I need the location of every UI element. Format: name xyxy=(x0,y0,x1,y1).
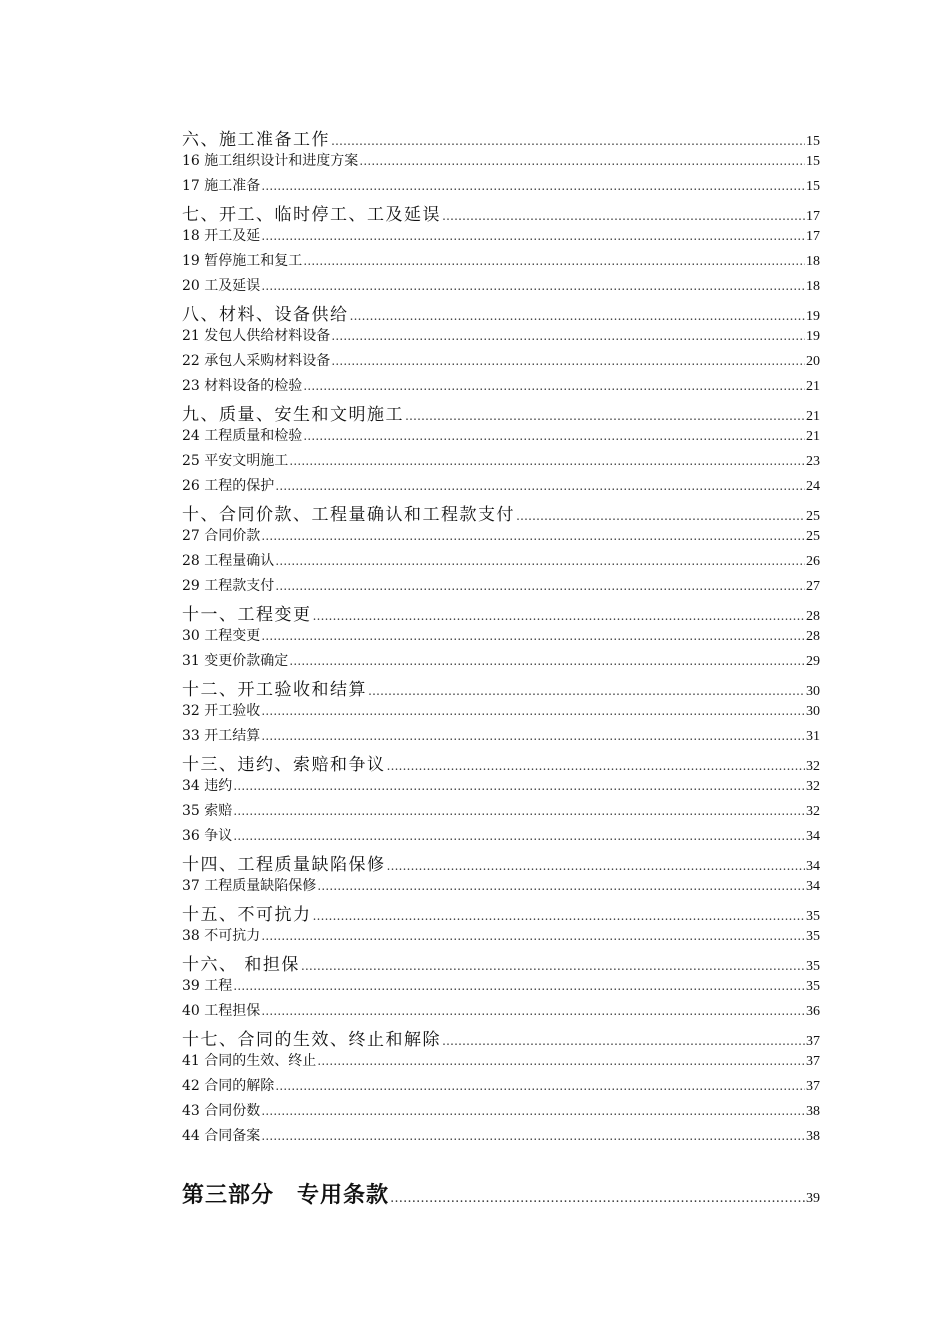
toc-entry-title: 25 平安文明施工 xyxy=(182,453,289,469)
toc-entry-title: 十三、违约、索赔和争议 xyxy=(182,755,386,775)
toc-section-entry[interactable] xyxy=(182,400,820,425)
toc-entry-page-number: 25 xyxy=(806,529,820,544)
dot-leader xyxy=(303,254,805,268)
toc-entry-title: 41 合同的生效、终止 xyxy=(182,1053,317,1069)
toc-entry-page-number: 30 xyxy=(806,684,820,699)
dot-leader xyxy=(390,1191,805,1206)
part-title: 第三部分 专用条款 xyxy=(182,1182,390,1208)
toc-entry-title: 七、开工、临时停工、工及延误 xyxy=(182,205,441,225)
toc-subsection-entry[interactable] xyxy=(182,925,820,950)
toc-subsection-entry[interactable] xyxy=(182,425,820,450)
toc-subsection-entry[interactable] xyxy=(182,1100,820,1125)
toc-section-entry[interactable] xyxy=(182,675,820,700)
dot-leader xyxy=(261,929,805,943)
dot-leader xyxy=(275,479,805,493)
toc-entry-page-number: 35 xyxy=(806,909,820,924)
dot-leader xyxy=(233,779,805,793)
dot-leader xyxy=(261,729,805,743)
toc-entry-page-number: 23 xyxy=(806,454,820,469)
toc-entry-title: 十四、工程质量缺陷保修 xyxy=(182,855,386,875)
dot-leader xyxy=(331,134,805,148)
toc-subsection-entry[interactable] xyxy=(182,625,820,650)
toc-entry-title: 19 暂停施工和复工 xyxy=(182,253,303,269)
toc-entry-page-number: 17 xyxy=(806,209,820,224)
toc-entry-title: 十一、工程变更 xyxy=(182,605,312,625)
dot-leader xyxy=(261,1104,805,1118)
dot-leader xyxy=(261,629,805,643)
dot-leader xyxy=(261,179,805,193)
toc-entry-page-number: 29 xyxy=(806,654,820,669)
dot-leader xyxy=(516,509,805,523)
toc-subsection-entry[interactable] xyxy=(182,825,820,850)
toc-entry-title: 24 工程质量和检验 xyxy=(182,428,303,444)
toc-entry-page-number: 37 xyxy=(806,1034,820,1049)
toc-entry-page-number: 15 xyxy=(806,154,820,169)
toc-entry-title: 32 开工验收 xyxy=(182,703,261,719)
toc-part-entry[interactable] xyxy=(182,1178,820,1212)
toc-entry-title: 18 开工及延 xyxy=(182,228,261,244)
toc-subsection-entry[interactable] xyxy=(182,650,820,675)
part-page-number: 39 xyxy=(806,1191,820,1206)
toc-entry-title: 38 不可抗力 xyxy=(182,928,261,944)
toc-section-entry[interactable] xyxy=(182,850,820,875)
toc-section-entry[interactable] xyxy=(182,500,820,525)
toc-entry-title: 42 合同的解除 xyxy=(182,1078,275,1094)
toc-entry-page-number: 35 xyxy=(806,979,820,994)
toc-entry-title: 30 工程变更 xyxy=(182,628,261,644)
dot-leader xyxy=(350,309,806,323)
toc-entry-page-number: 21 xyxy=(806,409,820,424)
toc-entry-page-number: 34 xyxy=(806,879,820,894)
toc-subsection-entry[interactable] xyxy=(182,275,820,300)
dot-leader xyxy=(368,684,805,698)
toc-entry-title: 20 工及延误 xyxy=(182,278,261,294)
dot-leader xyxy=(317,879,805,893)
dot-leader xyxy=(233,829,805,843)
toc-entry-page-number: 37 xyxy=(806,1079,820,1094)
toc-subsection-entry[interactable] xyxy=(182,725,820,750)
toc-entry-title: 27 合同价款 xyxy=(182,528,261,544)
toc-entry-title: 22 承包人采购材料设备 xyxy=(182,353,331,369)
dot-leader xyxy=(387,759,806,773)
toc-entry-page-number: 21 xyxy=(806,379,820,394)
toc-section-entry[interactable] xyxy=(182,125,820,150)
toc-entry-page-number: 19 xyxy=(806,309,820,324)
toc-entry-title: 31 变更价款确定 xyxy=(182,653,289,669)
toc-entry-title: 16 施工组织设计和进度方案 xyxy=(182,153,359,169)
toc-subsection-entry[interactable] xyxy=(182,175,820,200)
dot-leader xyxy=(331,329,805,343)
toc-entry-page-number: 32 xyxy=(806,779,820,794)
dot-leader xyxy=(359,154,805,168)
toc-entry-title: 40 工程担保 xyxy=(182,1003,261,1019)
dot-leader xyxy=(275,579,805,593)
dot-leader xyxy=(261,1129,805,1143)
dot-leader xyxy=(289,454,805,468)
dot-leader xyxy=(233,804,805,818)
dot-leader xyxy=(303,429,805,443)
toc-entry-page-number: 34 xyxy=(806,859,820,874)
dot-leader xyxy=(313,609,806,623)
toc-subsection-entry[interactable] xyxy=(182,1075,820,1100)
toc-section-entry[interactable] xyxy=(182,1025,820,1050)
dot-leader xyxy=(313,909,806,923)
toc-entry-title: 21 发包人供给材料设备 xyxy=(182,328,331,344)
toc-section-entry[interactable] xyxy=(182,300,820,325)
toc-subsection-entry[interactable] xyxy=(182,225,820,250)
toc-entry-title: 35 索赔 xyxy=(182,803,233,819)
dot-leader xyxy=(261,704,805,718)
toc-entry-title: 17 施工准备 xyxy=(182,178,261,194)
toc-entry-page-number: 19 xyxy=(806,329,820,344)
toc-entry-page-number: 28 xyxy=(806,609,820,624)
toc-entry-title: 十五、不可抗力 xyxy=(182,905,312,925)
dot-leader xyxy=(275,554,805,568)
toc-entry-title: 28 工程量确认 xyxy=(182,553,275,569)
toc-subsection-entry[interactable] xyxy=(182,250,820,275)
dot-leader xyxy=(303,379,805,393)
toc-subsection-entry[interactable] xyxy=(182,700,820,725)
toc-entry-title: 十、合同价款、工程量确认和工程款支付 xyxy=(182,505,515,525)
toc-entry-page-number: 28 xyxy=(806,629,820,644)
toc-entry-page-number: 30 xyxy=(806,704,820,719)
toc-entry-title: 八、材料、设备供给 xyxy=(182,305,349,325)
toc-entry-page-number: 25 xyxy=(806,509,820,524)
dot-leader xyxy=(261,529,805,543)
toc-subsection-entry[interactable] xyxy=(182,150,820,175)
toc-subsection-entry[interactable] xyxy=(182,1125,820,1150)
dot-leader xyxy=(331,354,805,368)
dot-leader xyxy=(275,1079,805,1093)
toc-entry-page-number: 36 xyxy=(806,1004,820,1019)
toc-entry-page-number: 34 xyxy=(806,829,820,844)
dot-leader xyxy=(442,209,805,223)
toc-entry-title: 36 争议 xyxy=(182,828,233,844)
toc-entry-page-number: 24 xyxy=(806,479,820,494)
toc-entry-title: 23 材料设备的检验 xyxy=(182,378,303,394)
toc-subsection-entry[interactable] xyxy=(182,525,820,550)
toc-entry-page-number: 18 xyxy=(806,279,820,294)
toc-entry-page-number: 38 xyxy=(806,1104,820,1119)
toc-entry-page-number: 18 xyxy=(806,254,820,269)
dot-leader xyxy=(405,409,805,423)
toc-entry-title: 26 工程的保护 xyxy=(182,478,275,494)
toc-entry-title: 44 合同备案 xyxy=(182,1128,261,1144)
part-heading xyxy=(182,1178,820,1212)
toc-subsection-entry[interactable] xyxy=(182,1050,820,1075)
toc-entry-page-number: 26 xyxy=(806,554,820,569)
toc-entry-page-number: 17 xyxy=(806,229,820,244)
toc-entry-title: 十六、 和担保 xyxy=(182,955,300,975)
toc-entry-title: 六、施工准备工作 xyxy=(182,130,330,150)
toc-subsection-entry[interactable] xyxy=(182,450,820,475)
toc-entry-page-number: 15 xyxy=(806,179,820,194)
toc-subsection-entry[interactable] xyxy=(182,975,820,1000)
toc-subsection-entry[interactable] xyxy=(182,575,820,600)
toc-subsection-entry[interactable] xyxy=(182,475,820,500)
toc-subsection-entry[interactable] xyxy=(182,875,820,900)
toc-entry-title: 33 开工结算 xyxy=(182,728,261,744)
toc-subsection-entry[interactable] xyxy=(182,325,820,350)
toc-entry-page-number: 32 xyxy=(806,804,820,819)
dot-leader xyxy=(261,279,805,293)
toc-subsection-entry[interactable] xyxy=(182,1000,820,1025)
toc-subsection-entry[interactable] xyxy=(182,800,820,825)
toc-entry-page-number: 20 xyxy=(806,354,820,369)
toc-entry-title: 34 违约 xyxy=(182,778,233,794)
toc-subsection-entry[interactable] xyxy=(182,350,820,375)
toc-entry-page-number: 35 xyxy=(806,929,820,944)
toc-entry-title: 37 工程质量缺陷保修 xyxy=(182,878,317,894)
dot-leader xyxy=(442,1034,805,1048)
toc-subsection-entry[interactable] xyxy=(182,550,820,575)
toc-entry-title: 29 工程款支付 xyxy=(182,578,275,594)
toc-entry-title: 43 合同份数 xyxy=(182,1103,261,1119)
dot-leader xyxy=(387,859,806,873)
toc-entry-title: 十二、开工验收和结算 xyxy=(182,680,367,700)
toc-entry-page-number: 37 xyxy=(806,1054,820,1069)
dot-leader xyxy=(301,959,805,973)
toc-entry-page-number: 31 xyxy=(806,729,820,744)
toc-section-entry[interactable] xyxy=(182,900,820,925)
toc-entry-page-number: 35 xyxy=(806,959,820,974)
toc-entry-page-number: 32 xyxy=(806,759,820,774)
toc-entry-page-number: 21 xyxy=(806,429,820,444)
toc-entry-page-number: 27 xyxy=(806,579,820,594)
dot-leader xyxy=(233,979,805,993)
dot-leader xyxy=(261,229,805,243)
table-of-contents xyxy=(182,125,820,1150)
toc-section-entry[interactable] xyxy=(182,200,820,225)
dot-leader xyxy=(261,1004,805,1018)
toc-entry-title: 九、质量、安生和文明施工 xyxy=(182,405,404,425)
toc-section-entry[interactable] xyxy=(182,950,820,975)
dot-leader xyxy=(289,654,805,668)
toc-section-entry[interactable] xyxy=(182,600,820,625)
toc-entry-page-number: 38 xyxy=(806,1129,820,1144)
toc-entry-page-number: 15 xyxy=(806,134,820,149)
toc-subsection-entry[interactable] xyxy=(182,375,820,400)
dot-leader xyxy=(317,1054,805,1068)
toc-subsection-entry[interactable] xyxy=(182,775,820,800)
toc-entry-title: 十七、合同的生效、终止和解除 xyxy=(182,1030,441,1050)
toc-section-entry[interactable] xyxy=(182,750,820,775)
toc-entry-title: 39 工程 xyxy=(182,978,233,994)
